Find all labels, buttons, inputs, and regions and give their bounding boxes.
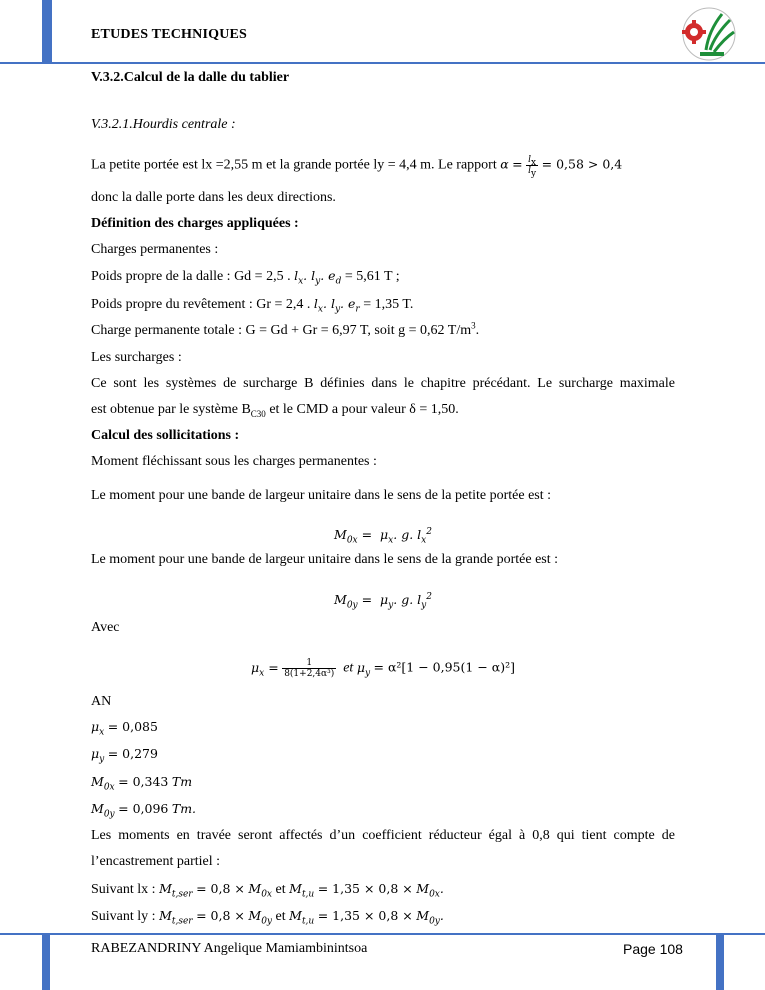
surcharges-line-2: est obtenue par le système $B_{C30}$ et le CMD a pour valeur δ = 1,50. bbox=[91, 402, 459, 419]
moment-x-formula: $M_{0x} = \mu_x$. g. $l_x^2$ bbox=[334, 526, 432, 546]
footer-rule bbox=[0, 933, 765, 935]
school-logo bbox=[676, 6, 742, 62]
mu-x-fraction: $\frac{1}{\text{8(1+2,4α³)}}$ bbox=[284, 658, 335, 679]
an-label: AN bbox=[91, 694, 112, 709]
logo-seal-icon bbox=[676, 6, 742, 62]
permanent-charges-label: Charges permanentes : bbox=[91, 242, 219, 257]
footer-left-bar bbox=[42, 935, 50, 990]
m0x-value: $M_{0x} = 0,343$ Tm bbox=[91, 774, 193, 793]
alpha-symbol: α bbox=[500, 156, 509, 172]
section-title: V.3.2.Calcul de la dalle du tablier bbox=[91, 70, 290, 85]
mu-x-value: $\mu_x = 0,085$ bbox=[91, 719, 158, 738]
header-rule bbox=[0, 62, 765, 64]
moment-y-formula: $M_{0y} = \mu_y$. g. $l_y^2$ bbox=[334, 591, 432, 611]
header-left-bar bbox=[42, 0, 52, 62]
ratio-value: = 0,58 > 0,4 bbox=[541, 156, 623, 172]
moment-permanent-label: Moment fléchissant sous les charges permanentes : bbox=[91, 454, 377, 469]
m0y-value: $M_{0y} = 0,096$ Tm. bbox=[91, 801, 197, 820]
span-paragraph-line-1: La petite portée est lx =2,55 m et la grande portée ly = 4,4 m. Le rapport α = $\frac{l_x}{l_y}$ = 0,58 > 0,4 bbox=[91, 155, 623, 179]
span-moment-line-1: Les moments en travée seront affectés d’un coefficient réducteur égal à 0,8 qui tient compte de bbox=[91, 828, 675, 843]
mu-formula: $\mu_x$ = $\frac{1}{\text{8(1+2,4α³)}}$ et $\mu_y = \alpha^2[1 - 0,95(1 - \alpha)^2]$ bbox=[251, 658, 515, 679]
moment-y-text: Le moment pour une bande de largeur unitaire dans le sens de la grande portée est : bbox=[91, 552, 559, 567]
subsection-title: V.3.2.1.Hourdis centrale : bbox=[91, 117, 236, 132]
total-load-line: Charge permanente totale : G = Gd + Gr = 6,97 T, soit g = 0,62 $T/m^3$. bbox=[91, 320, 480, 338]
moment-x-text: Le moment pour une bande de largeur unitaire dans le sens de la petite portée est : bbox=[91, 488, 552, 503]
along-ly-line: Suivant ly : $M_{t,ser} = 0,8 \times M_{0y}$ et $M_{t,u} = 1,35 \times 0,8 \times M_{0y}$. bbox=[91, 908, 444, 927]
surcharges-line-1: Ce sont les systèmes de surcharge B définies dans le chapitre précédant. Le surcharge maximale bbox=[91, 376, 675, 391]
along-lx-line: Suivant lx : $M_{t,ser} = 0,8 \times M_{0x}$ et $M_{t,u} = 1,35 \times 0,8 \times M_{0x}$. bbox=[91, 881, 444, 900]
mu-y-value: $\mu_y = 0,279$ bbox=[91, 746, 158, 765]
footer-author: RABEZANDRINY Angelique Mamiambinintsoa bbox=[91, 941, 368, 956]
span-text: La petite portée est lx =2,55 m et la grande portée ly = 4,4 m. Le rapport bbox=[91, 157, 501, 173]
charges-heading: Définition des charges appliquées : bbox=[91, 216, 299, 231]
avec-label: Avec bbox=[91, 620, 120, 635]
ratio-fraction: $\frac{l_x}{l_y}$ bbox=[528, 155, 537, 179]
paragraph-line-2: donc la dalle porte dans les deux directions. bbox=[91, 190, 336, 205]
footer-right-bar bbox=[716, 935, 724, 990]
dead-load-line: Poids propre de la dalle : Gd = 2,5 . $l_x$. $l_y$. $e_d = 5,61$ T ; bbox=[91, 268, 400, 287]
coating-load-line: Poids propre du revêtement : Gr = 2,4 . $l_x$. $l_y$. $e_r = 1,35$ T. bbox=[91, 296, 414, 315]
header-title: ETUDES TECHNIQUES bbox=[91, 27, 248, 42]
sollicitations-heading: Calcul des sollicitations : bbox=[91, 428, 240, 443]
span-moment-line-2: l’encastrement partiel : bbox=[91, 854, 221, 869]
surcharges-label: Les surcharges : bbox=[91, 350, 182, 365]
footer-page-number: Page 108 bbox=[623, 941, 683, 957]
